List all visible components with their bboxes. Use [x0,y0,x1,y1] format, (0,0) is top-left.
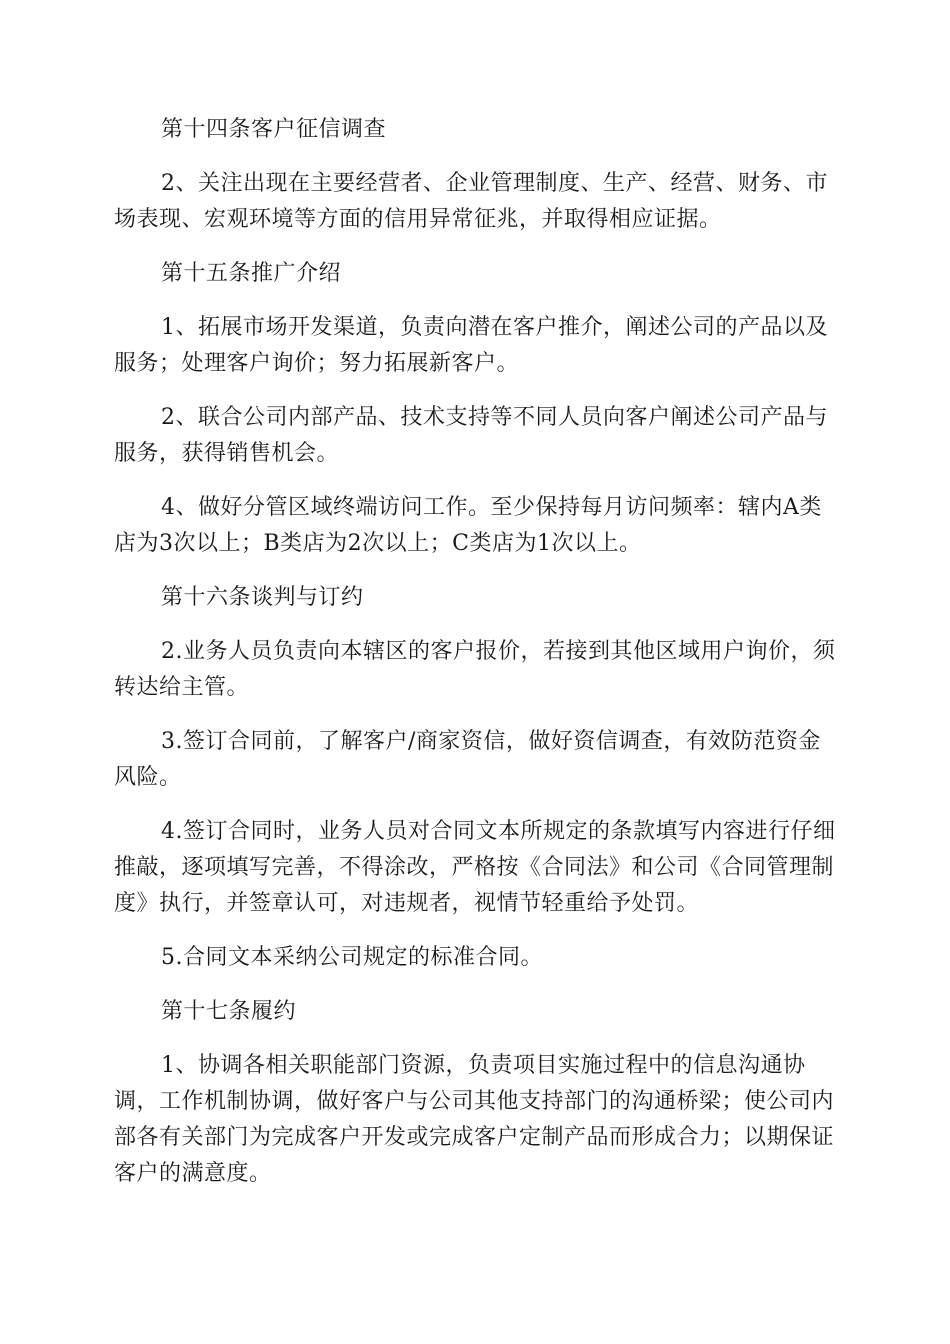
paragraph-line: 2、联合公司内部产品、技术支持等不同人员向客户阐述公司产品与 [161,405,828,430]
paragraph-line: 4.签订合同时，业务人员对合同文本所规定的条款填写内容进行仔细 [161,819,836,844]
paragraph-line: 3.签订合同前，了解客户/商家资信，做好资信调查，有效防范资金 [161,729,821,754]
paragraph-line: 1、协调各相关职能部门资源，负责项目实施过程中的信息沟通协 [161,1053,806,1078]
paragraph-line: 5.合同文本采纳公司规定的标准合同。 [161,945,543,970]
paragraph-line: 1、拓展市场开发渠道，负责向潜在客户推介，阐述公司的产品以及 [161,315,828,340]
paragraph-line: 2.业务人员负责向本辖区的客户报价，若接到其他区域用户询价，须 [161,639,836,664]
paragraph-line: 4、做好分管区域终端访问工作。至少保持每月访问频率：辖内A类 [161,495,822,520]
heading-article-15: 第十五条推广介绍 [161,261,342,286]
paragraph-line: 转达给主管。 [114,675,250,700]
paragraph-line: 推敲，逐项填写完善，不得涂改，严格按《合同法》和公司《合同管理制 [114,855,835,880]
paragraph-line: 服务，获得销售机会。 [114,441,340,466]
heading-article-14: 第十四条客户征信调查 [161,117,387,142]
paragraph-line: 度》执行，并签章认可，对违规者，视情节轻重给予处罚。 [114,891,700,916]
heading-article-16: 第十六条谈判与订约 [161,585,364,610]
paragraph-line: 店为3次以上；B类店为2次以上；C类店为1次以上。 [114,531,642,556]
paragraph-line: 调，工作机制协调，做好客户与公司其他支持部门的沟通桥梁；使公司内 [114,1089,835,1114]
heading-article-17: 第十七条履约 [161,999,297,1024]
paragraph-line: 2、关注出现在主要经营者、企业管理制度、生产、经营、财务、市 [161,171,828,196]
paragraph-line: 客户的满意度。 [114,1161,272,1186]
paragraph-line: 场表现、宏观环境等方面的信用异常征兆，并取得相应证据。 [114,207,722,232]
paragraph-line: 风险。 [114,765,182,790]
paragraph-line: 部各有关部门为完成客户开发或完成客户定制产品而形成合力；以期保证 [114,1125,835,1150]
paragraph-line: 服务；处理客户询价；努力拓展新客户。 [114,351,520,376]
